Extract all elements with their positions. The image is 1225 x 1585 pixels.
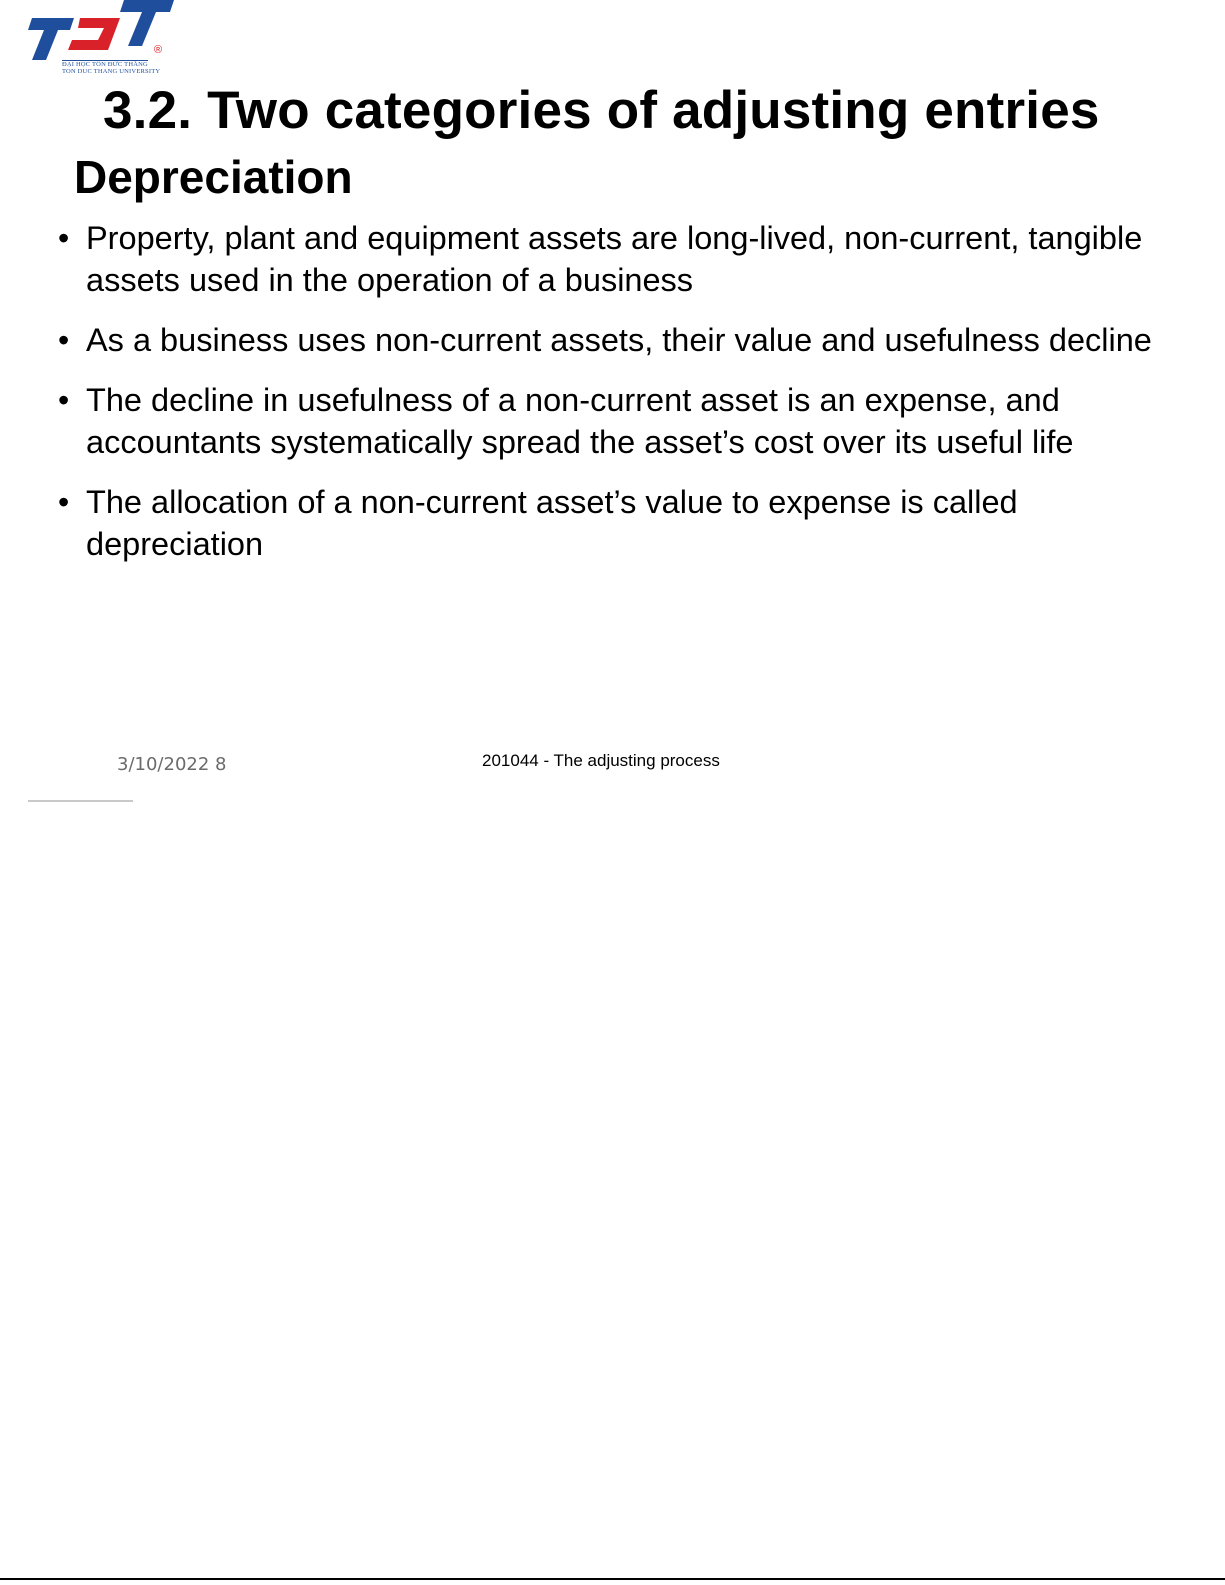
page-bottom-rule <box>0 1578 1225 1580</box>
bullet-item <box>56 319 1166 361</box>
bullet-marker: • <box>58 220 70 256</box>
bullet-item <box>56 379 1166 463</box>
university-logo <box>24 0 179 78</box>
slide-subtitle: Depreciation <box>74 151 353 203</box>
bullet-marker: • <box>58 322 70 358</box>
registered-mark: ® <box>154 44 163 56</box>
bullet-text: Property, plant and equipment assets are long-lived, non-current, tangible assets used in the operation of a business <box>86 220 1143 298</box>
logo-university-vn: ĐẠI HỌC TÔN ĐỨC THẮNG <box>62 61 148 68</box>
slide-title: 3.2. Two categories of adjusting entries <box>103 81 1100 140</box>
bullet-text: The allocation of a non-current asset’s value to expense is called depreciation <box>86 484 1018 562</box>
bullet-text: As a business uses non-current assets, their value and usefulness decline <box>86 322 1152 358</box>
footer-date-page: 3/10/2022 8 <box>117 754 227 775</box>
bullet-list <box>56 217 1166 583</box>
bullet-marker: • <box>58 382 70 418</box>
bullet-marker: • <box>58 484 70 520</box>
bullet-item <box>56 217 1166 301</box>
bullet-item <box>56 481 1166 565</box>
bullet-text: The decline in usefulness of a non-current asset is an expense, and accountants systematically spread the asset’s cost over its useful life <box>86 382 1074 460</box>
logo-university-en: TON DUC THANG UNIVERSITY <box>62 68 161 75</box>
slide-divider <box>28 800 133 802</box>
footer-course-title: 201044 - The adjusting process <box>482 751 720 770</box>
